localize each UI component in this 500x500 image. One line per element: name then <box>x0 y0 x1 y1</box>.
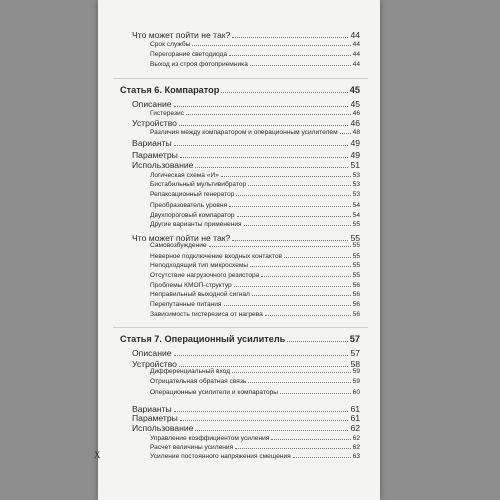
toc-page-number: 56 <box>352 291 360 298</box>
toc-entry <box>132 118 360 128</box>
toc-entry-title: Неподходящий тип микросхемы <box>150 262 249 269</box>
toc-page-number: 51 <box>350 160 360 170</box>
toc-entry-title: Другие варианты применения <box>150 221 242 228</box>
toc-page-number: 46 <box>350 118 360 128</box>
toc-entry-title: Что может пойти не так? <box>132 233 231 243</box>
toc-entry <box>150 41 360 48</box>
toc-page-number: 55 <box>350 233 360 243</box>
toc-entry-title: Описание <box>132 99 172 109</box>
dot-leader <box>195 430 348 431</box>
toc-entry-title: Расчет величины усиления <box>150 444 234 451</box>
book-page <box>94 0 380 500</box>
toc-entry <box>132 99 360 109</box>
toc-page-number: 53 <box>352 191 360 198</box>
dot-leader <box>237 216 351 217</box>
toc-entry <box>150 172 360 179</box>
toc-entry-title: Проблемы КМОП-структур <box>150 282 232 289</box>
toc-entry-title: Самовозбуждение <box>150 242 207 249</box>
dot-leader <box>232 240 348 241</box>
toc-entry <box>132 138 360 148</box>
dot-leader <box>244 225 351 226</box>
toc-entry <box>150 453 360 460</box>
toc-entry-title: Варианты <box>132 138 172 148</box>
toc-entry <box>150 202 360 209</box>
dot-leader <box>229 206 351 207</box>
dot-leader <box>192 45 350 46</box>
toc-entry-title: Различия между компаратором и операционным усилителем <box>150 129 338 136</box>
dot-leader <box>221 92 347 93</box>
dot-leader <box>179 125 348 126</box>
toc-entry-title: Перепутанные питания <box>150 301 222 308</box>
toc-entry <box>150 291 360 298</box>
toc-page-number: 56 <box>352 301 360 308</box>
toc-entry <box>150 272 360 279</box>
dot-leader <box>280 393 351 394</box>
toc-entry <box>150 282 360 289</box>
toc-entry-title: Дифференциальный вход <box>150 368 231 375</box>
toc-entry-title: Операционные усилители и компараторы <box>150 389 278 396</box>
toc-page-number: 63 <box>352 453 360 460</box>
toc-entry-title: Отрицательная обратная связь <box>150 378 247 385</box>
toc-page-number: 54 <box>352 202 360 209</box>
toc-entry-title: Гистерезис <box>150 110 184 117</box>
dot-leader <box>287 341 347 342</box>
toc-entry-title: Неправильный выходной сигнал <box>150 291 250 298</box>
toc-page-number: 45 <box>349 85 360 95</box>
toc-page-number: 55 <box>352 253 360 260</box>
toc-section <box>120 334 360 344</box>
dot-leader <box>261 276 350 277</box>
dot-leader <box>252 295 351 296</box>
dot-leader <box>232 372 351 373</box>
toc-entry <box>132 160 360 170</box>
toc-entry-title: Перегорание светодиода <box>150 51 228 58</box>
toc-entry-title: Преобразователь уровня <box>150 202 228 209</box>
toc-page-number: 58 <box>350 359 360 369</box>
toc-entry-title: Варианты <box>132 404 172 414</box>
toc-entry <box>150 311 360 318</box>
toc-entry-title: Параметры <box>132 413 178 423</box>
toc-page-number: 46 <box>352 110 360 117</box>
dot-leader <box>180 157 349 158</box>
toc-entry <box>150 129 360 136</box>
toc-entry <box>150 368 360 375</box>
toc-page-number: 49 <box>350 150 360 160</box>
dot-leader <box>195 167 348 168</box>
toc-entry <box>150 253 360 260</box>
dot-leader <box>186 114 351 115</box>
toc-entry-title: Выход из строя фотоприемника <box>150 61 248 68</box>
toc-entry-title: Двухпороговый компаратор <box>150 212 235 219</box>
dot-leader <box>180 420 349 421</box>
section-divider <box>113 327 368 328</box>
toc-page-number: 62 <box>352 444 360 451</box>
toc-entry <box>150 435 360 442</box>
toc-page-number: 44 <box>352 41 360 48</box>
toc-page-number: 55 <box>352 262 360 269</box>
toc-entry-title: Устройство <box>132 359 177 369</box>
toc-entry-title: Срок службы <box>150 41 191 48</box>
toc-entry <box>132 150 360 160</box>
toc-entry <box>150 389 360 396</box>
dot-leader <box>234 286 351 287</box>
toc-entry-title: Управление коэффициентом усиления <box>150 435 270 442</box>
dot-leader <box>221 176 351 177</box>
dot-leader <box>235 448 351 449</box>
toc-entry <box>132 30 360 40</box>
toc-entry-title: Бистабильный мультивибратор <box>150 181 247 188</box>
toc-page-number: 44 <box>352 51 360 58</box>
toc-entry <box>150 61 360 68</box>
toc-page-number: 44 <box>352 61 360 68</box>
toc-page-number: 61 <box>350 404 360 414</box>
toc-page-number: 60 <box>352 389 360 396</box>
toc-entry-title: Неверное подключение входных контактов <box>150 253 283 260</box>
dot-leader <box>174 411 349 412</box>
dot-leader <box>293 457 351 458</box>
toc-page-number: 56 <box>352 311 360 318</box>
toc-entry-title: Что может пойти не так? <box>132 30 231 40</box>
toc-page-number: 44 <box>350 30 360 40</box>
page-marker: X <box>94 450 101 460</box>
toc-entry-title: Логическая схема «И» <box>150 172 219 179</box>
toc-entry-title: Зависимость гистерезиса от нагрева <box>150 311 263 318</box>
dot-leader <box>232 37 348 38</box>
toc-entry <box>132 423 360 433</box>
toc-entry-title: Устройство <box>132 118 177 128</box>
dot-leader <box>174 106 349 107</box>
dot-leader <box>250 65 351 66</box>
toc-page-number: 54 <box>352 212 360 219</box>
toc-page-number: 57 <box>350 348 360 358</box>
toc-entry <box>150 191 360 198</box>
dot-leader <box>340 133 351 134</box>
toc-entry-title: Отсутствие нагрузочного резистора <box>150 272 260 279</box>
toc-page-number: 53 <box>352 181 360 188</box>
toc-entry <box>150 301 360 308</box>
toc-page-number: 62 <box>352 435 360 442</box>
toc-entry <box>132 413 360 423</box>
toc-page-number: 59 <box>352 378 360 385</box>
toc-entry-title: Релаксационный генератор <box>150 191 235 198</box>
toc-entry <box>150 110 360 117</box>
dot-leader <box>209 246 351 247</box>
toc-entry <box>150 242 360 249</box>
toc-page-number: 55 <box>352 242 360 249</box>
toc-entry <box>150 221 360 228</box>
section-divider <box>113 78 368 79</box>
toc-entry-title: Использование <box>132 423 194 433</box>
dot-leader <box>179 366 348 367</box>
toc-entry <box>150 444 360 451</box>
dot-leader <box>265 315 351 316</box>
dot-leader <box>224 305 351 306</box>
dot-leader <box>248 185 350 186</box>
toc-entry-title: Усиление постоянного напряжения смещения <box>150 453 291 460</box>
dot-leader <box>236 195 350 196</box>
toc-entry <box>150 378 360 385</box>
toc-page-number: 53 <box>352 172 360 179</box>
toc-entry <box>150 51 360 58</box>
dot-leader <box>229 55 351 56</box>
toc-entry <box>132 348 360 358</box>
toc-entry-title: Использование <box>132 160 194 170</box>
toc-entry <box>150 181 360 188</box>
toc-page-number: 62 <box>350 423 360 433</box>
dot-leader <box>271 439 350 440</box>
dot-leader <box>284 257 351 258</box>
toc-entry-title: Статья 7. Операционный усилитель <box>120 334 286 344</box>
toc-page-number: 57 <box>349 334 360 344</box>
toc-section <box>120 85 360 95</box>
toc-page-number: 48 <box>352 129 360 136</box>
toc-entry-title: Описание <box>132 348 172 358</box>
toc-page-number: 61 <box>350 413 360 423</box>
toc-entry-title: Параметры <box>132 150 178 160</box>
toc-page-number: 45 <box>350 99 360 109</box>
toc-page-number: 55 <box>352 221 360 228</box>
toc-page-number: 59 <box>352 368 360 375</box>
dot-leader <box>174 355 349 356</box>
toc-entry-title: Статья 6. Компаратор <box>120 85 220 95</box>
toc-entry <box>150 262 360 269</box>
dot-leader <box>248 382 350 383</box>
dot-leader <box>174 145 349 146</box>
toc-page-number: 55 <box>352 272 360 279</box>
toc-page-number: 49 <box>350 138 360 148</box>
toc-page-number: 56 <box>352 282 360 289</box>
dot-leader <box>250 266 351 267</box>
toc-entry <box>150 212 360 219</box>
